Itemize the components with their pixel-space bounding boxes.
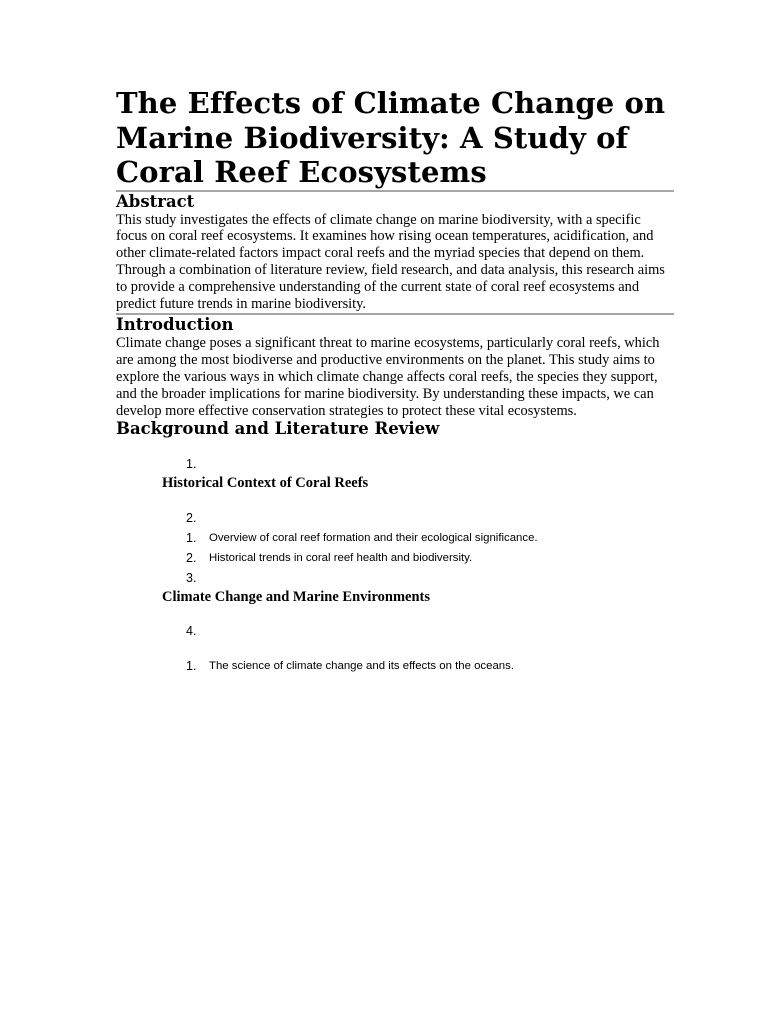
introduction-heading: Introduction <box>116 314 234 334</box>
document-title: The Effects of Climate Change on Marine Biodiversity: A Study of Coral Reef Ecosystems <box>116 86 666 189</box>
list-marker <box>116 568 674 588</box>
subsection-heading-historical-context: Historical Context of Coral Reefs <box>162 475 369 492</box>
list-number: 1. <box>186 457 197 472</box>
list-number: 1. <box>186 531 197 546</box>
background-heading: Background and Literature Review <box>116 419 440 439</box>
list-number: 2. <box>186 551 197 566</box>
introduction-text: Climate change poses a significant threat to marine ecosystems, particularly coral reefs, which are among the most biodiverse and productive environments on the planet. This study aims to explore the various ways in which climate change affects coral reefs, the species they support, and the broader implications for marine biodiversity. By understanding these impacts, we can develop more effective conservation strategies to protect these vital ecosystems. <box>116 334 660 419</box>
list-item <box>116 528 674 548</box>
list-item <box>116 656 674 676</box>
abstract-heading: Abstract <box>116 191 195 211</box>
list-item-text: The science of climate change and its effects on the oceans. <box>209 660 514 673</box>
list-number: 2. <box>186 511 197 526</box>
list-number: 3. <box>186 571 197 586</box>
abstract-text: This study investigates the effects of climate change on marine biodiversity, with a specific focus on coral reef ecosystems. It examines how rising ocean temperatures, acidification, and other climate-related factors impact coral reefs and the myriad species that depend on them. Through a combination of literature review, field research, and data analysis, this research aims to provide a comprehensive understanding of the current state of coral reef ecosystems and predict future trends in marine biodiversity. <box>116 211 665 313</box>
list-marker <box>116 508 674 528</box>
list-item-text: Historical trends in coral reef health and biodiversity. <box>209 552 473 565</box>
list-number: 1. <box>186 659 197 674</box>
list-item-text: Overview of coral reef formation and their ecological significance. <box>209 532 538 545</box>
document-page <box>116 86 674 676</box>
list-marker <box>116 621 674 641</box>
subsection-heading-climate-change: Climate Change and Marine Environments <box>162 589 430 606</box>
list-marker <box>116 454 674 474</box>
list-number: 4. <box>186 624 197 639</box>
list-item <box>116 548 674 568</box>
